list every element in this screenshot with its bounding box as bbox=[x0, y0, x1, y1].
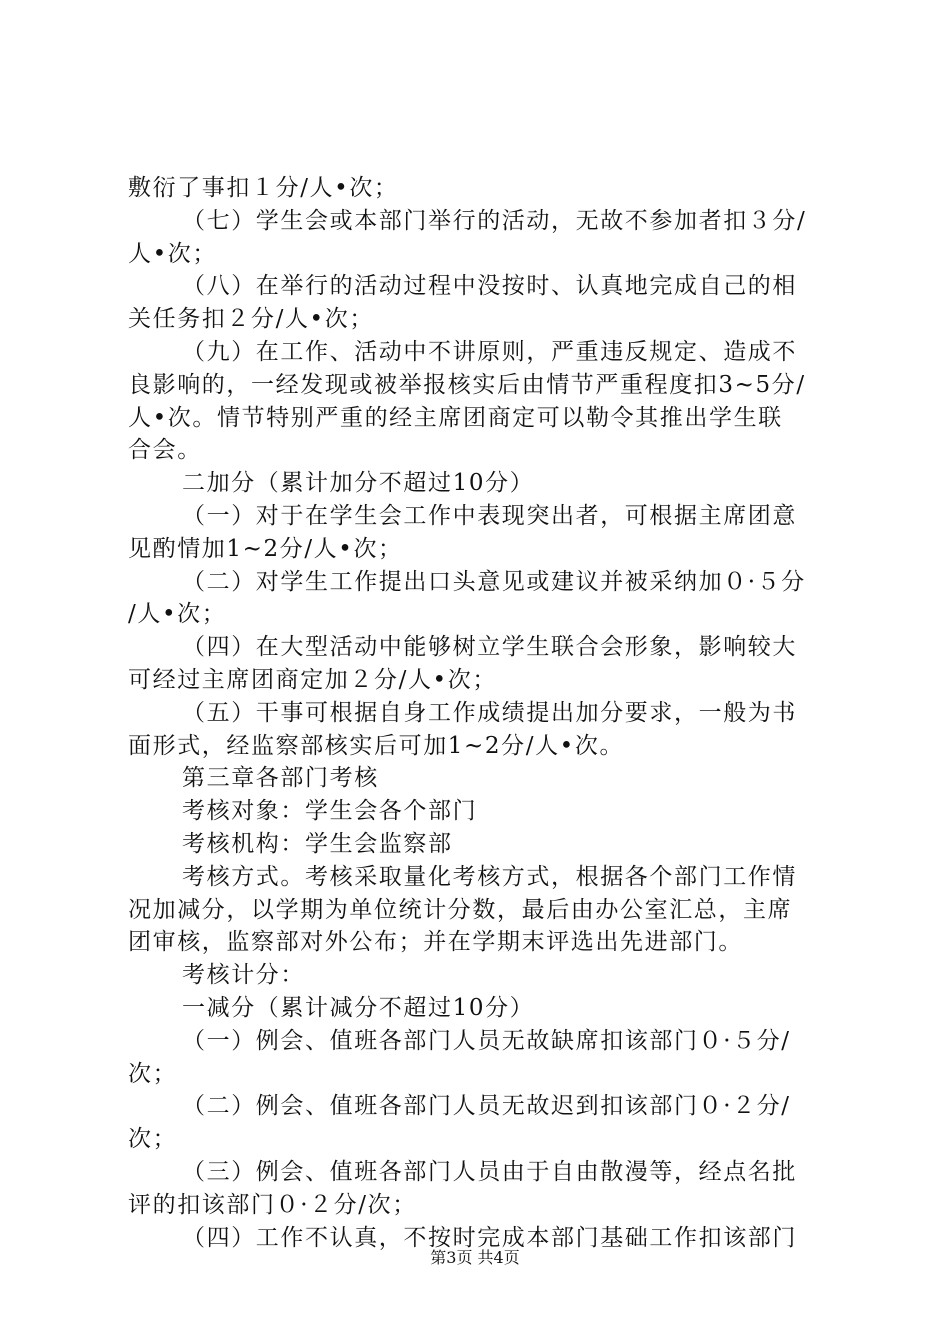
document-body bbox=[128, 172, 830, 1254]
page-footer: 第3页 共4页 bbox=[430, 1248, 520, 1267]
text-line: 人•次； bbox=[128, 240, 217, 267]
text-line: （七）学生会或本部门举行的活动，无故不参加者扣３分/ bbox=[182, 207, 807, 234]
text-line: 关任务扣２分/人•次； bbox=[128, 306, 374, 333]
text-line: （三）例会、值班各部门人员由于自由散漫等，经点名批 bbox=[182, 1158, 797, 1185]
text-line: 评的扣该部门０·２分/次； bbox=[128, 1191, 417, 1218]
text-line: 考核计分： bbox=[182, 962, 305, 989]
text-line: 合会。 bbox=[128, 437, 202, 464]
text-line: /人•次； bbox=[128, 601, 227, 628]
text-line: 人•次。情节特别严重的经主席团商定可以勒令其推出学生联 bbox=[128, 404, 783, 431]
text-line: 次； bbox=[128, 1060, 178, 1087]
text-line: 见酌情加1~2分/人•次； bbox=[128, 535, 403, 562]
text-line: （四）工作不认真，不按时完成本部门基础工作扣该部门 bbox=[182, 1224, 797, 1251]
text-line: 良影响的，一经发现或被举报核实后由情节严重程度扣3~5分/ bbox=[128, 371, 806, 398]
text-line: 二加分（累计加分不超过10分） bbox=[182, 470, 535, 497]
text-line: （二）对学生工作提出口头意见或建议并被采纳加０·５分 bbox=[182, 568, 806, 595]
text-line: （五）干事可根据自身工作成绩提出加分要求，一般为书 bbox=[182, 699, 797, 726]
text-line: 考核机构：学生会监察部 bbox=[182, 830, 453, 857]
text-line: 考核对象：学生会各个部门 bbox=[182, 798, 478, 825]
text-line: （二）例会、值班各部门人员无故迟到扣该部门０·２分/ bbox=[182, 1093, 791, 1120]
text-line: 面形式，经监察部核实后可加1~2分/人•次。 bbox=[128, 732, 625, 759]
text-line: （八）在举行的活动过程中没按时、认真地完成自己的相 bbox=[182, 273, 797, 300]
text-line: 敷衍了事扣１分/人•次； bbox=[128, 175, 399, 201]
text-line: （九）在工作、活动中不讲原则，严重违反规定、造成不 bbox=[182, 338, 797, 365]
text-line: 一减分（累计减分不超过10分） bbox=[182, 994, 535, 1021]
text-line: 可经过主席团商定加２分/人•次； bbox=[128, 666, 497, 693]
text-line: （一）例会、值班各部门人员无故缺席扣该部门０·５分/ bbox=[182, 1027, 791, 1054]
text-line: 考核方式。考核采取量化考核方式，根据各个部门工作情 bbox=[182, 863, 797, 890]
text-line: 第三章各部门考核 bbox=[182, 765, 379, 792]
text-line: 况加减分，以学期为单位统计分数，最后由办公室汇总，主席 bbox=[128, 896, 793, 923]
text-line: 团审核，监察部对外公布；并在学期末评选出先进部门。 bbox=[128, 929, 743, 956]
text-line: （一）对于在学生会工作中表现突出者，可根据主席团意 bbox=[182, 502, 797, 529]
text-line: 次； bbox=[128, 1126, 178, 1153]
text-line: （四）在大型活动中能够树立学生联合会形象，影响较大 bbox=[182, 634, 797, 661]
